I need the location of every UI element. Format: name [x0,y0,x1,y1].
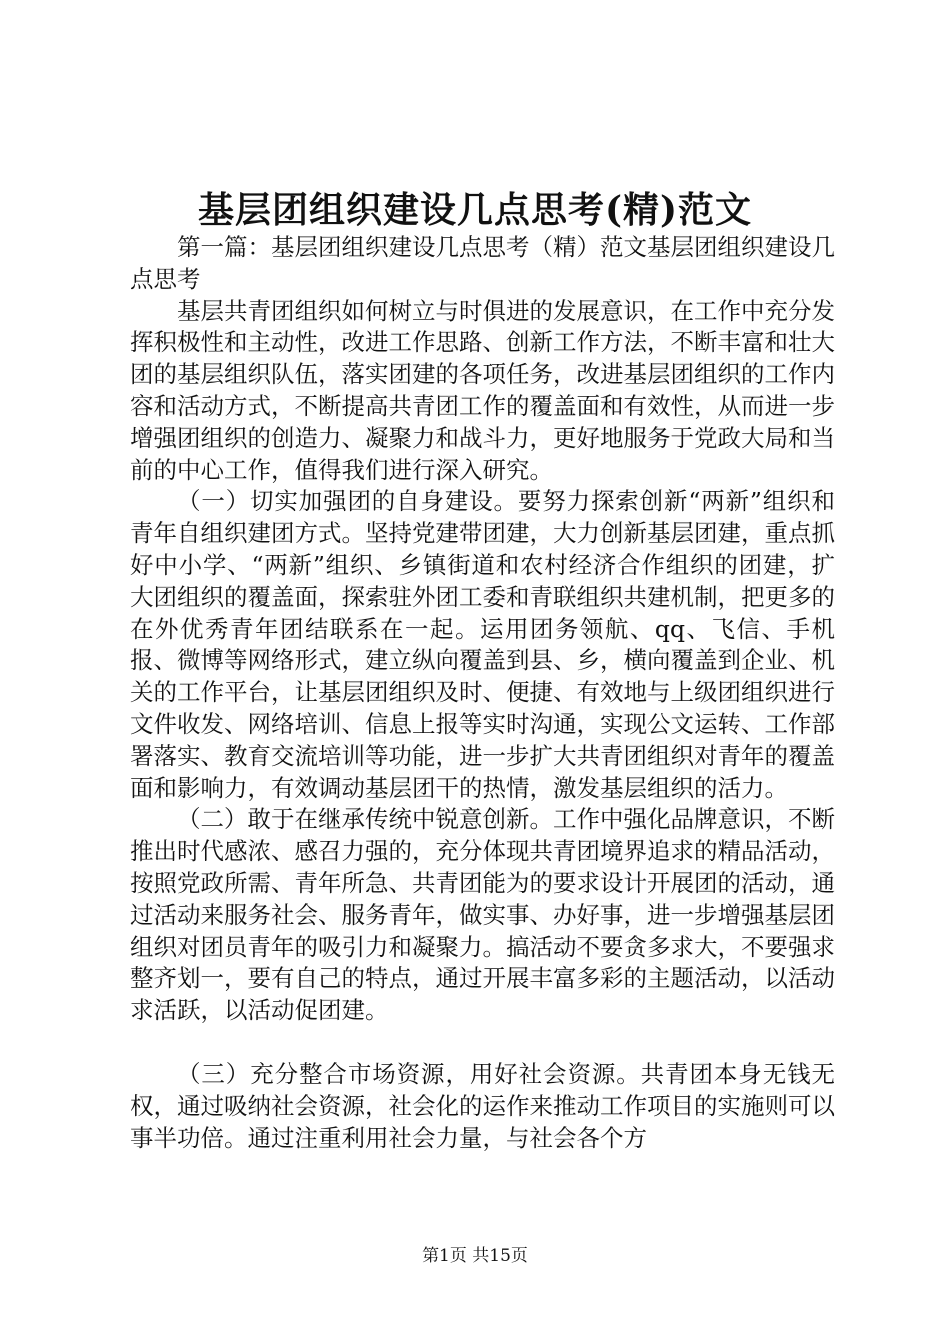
document-body [130,232,835,1154]
paragraph-section-3: （三）充分整合市场资源，用好社会资源。共青团本身无钱无权，通过吸纳社会资源，社会化的运作来推动工作项目的实施则可以事半功倍。通过注重利用社会力量，与社会各个方 [130,1059,835,1152]
page-number-footer: 第1页 共15页 [422,1246,528,1266]
paragraph-section-2: （二）敢于在继承传统中锐意创新。工作中强化品牌意识，不断推出时代感浓、感召力强的，充分体现共青团境界追求的精品活动，按照党政所需、青年所急、共青团能为的要求设计开展团的活动，通过活动来服务社会、服务青年，做实事、办好事，进一步增强基层团组织对团员青年的吸引力和凝聚力。搞活动不要贪多求大，不要强求整齐划一，要有自己的特点，通过开展丰富多彩的主题活动，以活动求活跃，以活动促团建。 [130,805,835,1025]
document-title: 基层团组织建设几点思考(精)范文 [197,189,753,231]
paragraph-section-1: （一）切实加强团的自身建设。要努力探索创新“两新”组织和青年自组织建团方式。坚持党建带团建，大力创新基层团建，重点抓好中小学、“两新”组织、乡镇街道和农村经济合作组织的团建，扩大团组织的覆盖面，探索驻外团工委和青联组织共建机制，把更多的在外优秀青年团结联系在一起。运用团务领航、qq、飞信、手机报、微博等网络形式，建立纵向覆盖到县、乡，横向覆盖到企业、机关的工作平台，让基层团组织及时、便捷、有效地与上级团组织进行文件收发、网络培训、信息上报等实时沟通，实现公文运转、工作部署落实、教育交流培训等功能，进一步扩大共青团组织对青年的覆盖面和影响力，有效调动基层团干的热情，激发基层组织的活力。 [130,487,835,802]
paragraph-overview: 基层共青团组织如何树立与时俱进的发展意识，在工作中充分发挥积极性和主动性，改进工作思路、创新工作方法，不断丰富和壮大团的基层组织队伍，落实团建的各项任务，改进基层团组织的工作内容和活动方式，不断提高共青团工作的覆盖面和有效性，从而进一步增强团组织的创造力、凝聚力和战斗力，更好地服务于党政大局和当前的中心工作，值得我们进行深入研究。 [130,296,835,484]
paragraph-intro-heading: 第一篇：基层团组织建设几点思考（精）范文基层团组织建设几点思考 [130,233,835,293]
paragraph-spacer [130,1027,835,1059]
